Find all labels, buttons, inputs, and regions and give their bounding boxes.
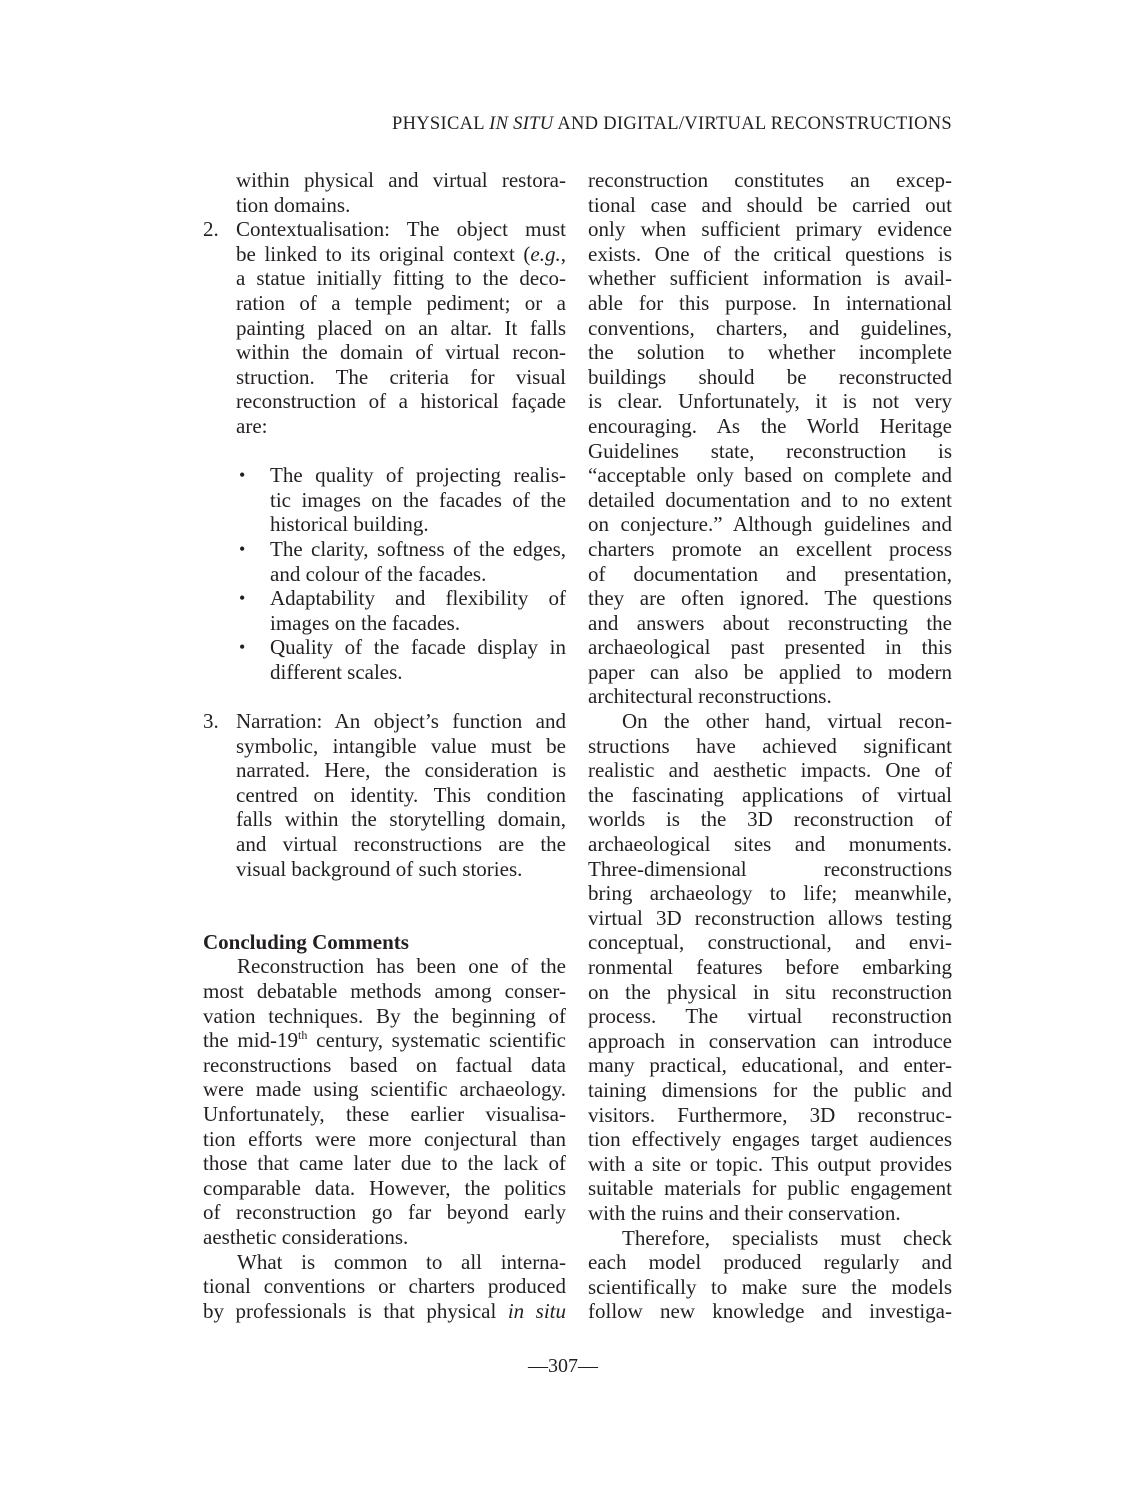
text-line: those that came later due to the lack of	[203, 1151, 566, 1176]
paragraph	[588, 709, 952, 1225]
text-line-content: by professionals is that physical	[203, 1298, 508, 1323]
running-head-italic: IN SITU	[489, 114, 554, 134]
running-head-part: PHYSICAL	[392, 114, 490, 134]
text-line: the solution to whether incomplete	[588, 340, 952, 365]
text-line: charters promote an excellent process	[588, 536, 952, 561]
text-line: worlds is the 3D reconstruction of	[588, 807, 952, 832]
text-line: are:	[236, 413, 268, 438]
bullet-icon: •	[239, 588, 246, 609]
text-line	[203, 709, 566, 734]
text-line: exists. One of the critical questions is	[588, 241, 952, 266]
spacer	[203, 684, 566, 709]
text-line: reconstruction constitutes an excep-	[588, 168, 952, 192]
text-line: archaeological sites and monuments.	[588, 832, 952, 857]
page-number: —307—	[528, 1355, 598, 1377]
bullet-item	[203, 586, 566, 635]
text-line: painting placed on an altar. It falls	[236, 315, 566, 340]
text-line: process. The virtual reconstruction	[588, 1004, 952, 1029]
text-line: images on the facades.	[270, 610, 461, 635]
text-line: buildings should be reconstructed	[588, 364, 952, 389]
text-line: the fascinating applications of virtual	[588, 782, 952, 807]
text-line: of reconstruction go far beyond early	[203, 1200, 566, 1225]
paragraph	[588, 168, 952, 709]
text-line: they are often ignored. The questions	[588, 586, 952, 611]
text-line: Unfortunately, these earlier visualisa-	[203, 1101, 566, 1126]
text-line: aesthetic considerations.	[203, 1224, 409, 1249]
text-line: tion efforts were more conjectural than	[203, 1126, 566, 1151]
text-line: tional conventions or charters produced	[203, 1274, 566, 1299]
text-line: vation techniques. By the beginning of	[203, 1003, 566, 1028]
text-line	[203, 1028, 566, 1053]
text-line: tion domains.	[236, 192, 351, 217]
spacer	[203, 439, 566, 464]
superscript: th	[298, 1028, 308, 1043]
text-line	[203, 242, 566, 267]
text-line-content: The quality of projecting realis-	[270, 463, 566, 488]
bullet-icon: •	[239, 465, 246, 486]
text-line-content: century, systematic scientific	[307, 1028, 567, 1053]
text-line: ronmental features before embarking	[588, 955, 952, 979]
text-line: tic images on the facades of the	[270, 487, 566, 512]
text-line: and answers about reconstructing the	[588, 610, 952, 635]
text-line: Guidelines state, reconstruction is	[588, 438, 952, 463]
list-number: 3.	[203, 709, 219, 734]
text-line: narrated. Here, the consideration is	[236, 758, 566, 783]
bullet-item	[203, 463, 566, 537]
bullet-icon: •	[239, 637, 246, 658]
text-line: taining dimensions for the public and	[588, 1077, 952, 1102]
text-line: follow new knowledge and investiga-	[588, 1299, 952, 1324]
text-line: approach in conservation can introduce	[588, 1028, 952, 1053]
text-line-content: Contextualisation: The object must	[236, 217, 566, 242]
text-line	[203, 217, 566, 242]
text-line: On the other hand, virtual recon-	[622, 709, 952, 734]
text-line: visual background of such stories.	[236, 856, 523, 881]
text-line	[203, 537, 566, 562]
text-line-content: Narration: An object’s function and	[236, 709, 566, 734]
text-line-content: The clarity, softness of the edges,	[270, 536, 566, 561]
text-line: Therefore, specialists must check	[622, 1225, 952, 1250]
text-line: symbolic, intangible value must be	[236, 733, 566, 758]
text-line-content: the mid-19	[203, 1028, 299, 1053]
text-line: Three-dimensional reconstructions	[588, 856, 952, 881]
text-line: realistic and aesthetic impacts. One of	[588, 758, 952, 783]
paragraph	[203, 1250, 566, 1324]
text-line: within the domain of virtual recon-	[236, 340, 566, 365]
text-line: of documentation and presentation,	[588, 561, 952, 586]
text-line: within physical and virtual restora-	[236, 168, 566, 192]
text-line: and virtual reconstructions are the	[236, 832, 566, 857]
list-item-3	[203, 709, 566, 881]
text-line-content: ,	[560, 241, 566, 266]
text-line: What is common to all interna-	[237, 1249, 566, 1274]
text-line: each model produced regularly and	[588, 1250, 952, 1275]
text-line: reconstructions based on factual data	[203, 1052, 566, 1077]
text-line: with the ruins and their conservation.	[588, 1200, 901, 1225]
italic-in-situ: in situ	[507, 1298, 566, 1323]
text-line-content: be linked to its original context (	[236, 241, 531, 266]
text-line: many practical, educational, and enter-	[588, 1053, 952, 1078]
spacer	[203, 881, 566, 906]
text-line: on conjecture.” Although guidelines and	[588, 512, 952, 537]
text-line: suitable materials for public engagement	[588, 1176, 952, 1201]
text-line: with a site or topic. This output provides	[588, 1151, 952, 1176]
text-line: different scales.	[270, 659, 403, 684]
text-line: struction. The criteria for visual	[236, 364, 566, 389]
text-line: only when sufficient primary evidence	[588, 217, 952, 242]
list-number: 2.	[203, 217, 219, 242]
bullet-list	[203, 463, 566, 684]
text-line	[203, 586, 566, 611]
text-line: encouraging. As the World Heritage	[588, 413, 952, 438]
text-line: tion effectively engages target audiences	[588, 1127, 952, 1152]
text-line-content: Adaptability and flexibility of	[270, 586, 566, 611]
text-line: structions have achieved significant	[588, 733, 952, 758]
text-line	[203, 635, 566, 660]
bullet-item	[203, 635, 566, 684]
text-line	[203, 1299, 566, 1324]
text-line: architectural reconstructions.	[588, 684, 832, 709]
text-line: on the physical in situ reconstruction	[588, 979, 952, 1004]
text-line: able for this purpose. In international	[588, 290, 952, 315]
text-line: bring archaeology to life; meanwhile,	[588, 881, 952, 906]
text-line: and colour of the facades.	[270, 561, 487, 586]
text-line: historical building.	[270, 512, 429, 537]
text-line: centred on identity. This condition	[236, 782, 566, 807]
running-head	[380, 114, 952, 135]
text-line: comparable data. However, the politics	[203, 1175, 566, 1200]
text-line: detailed documentation and to no extent	[588, 487, 952, 512]
text-line: were made using scientific archaeology.	[203, 1077, 566, 1102]
paragraph	[203, 954, 566, 1249]
right-column	[588, 168, 952, 1324]
text-line: ration of a temple pediment; or a	[236, 290, 566, 315]
text-line: “acceptable only based on complete and	[588, 463, 952, 488]
text-line: reconstruction of a historical façade	[236, 389, 566, 414]
text-line: scientifically to make sure the models	[588, 1274, 952, 1299]
bullet-item	[203, 537, 566, 586]
text-line: archaeological past presented in this	[588, 635, 952, 660]
text-line: falls within the storytelling domain,	[236, 807, 566, 832]
spacer	[203, 906, 566, 918]
text-line: a statue initially fitting to the deco-	[236, 266, 566, 291]
text-line: paper can also be applied to modern	[588, 659, 952, 684]
left-column	[203, 168, 566, 1323]
section-heading: Concluding Comments	[203, 929, 409, 954]
bullet-icon: •	[239, 538, 246, 559]
text-line: most debatable methods among conser-	[203, 979, 566, 1003]
text-line: Reconstruction has been one of the	[237, 954, 566, 979]
text-line: tional case and should be carried out	[588, 192, 952, 217]
text-line	[203, 463, 566, 488]
text-line: visitors. Furthermore, 3D reconstruc-	[588, 1102, 952, 1127]
italic-eg: e.g.	[530, 241, 561, 266]
text-line: whether sufficient information is avail-	[588, 266, 952, 291]
running-head-part: AND DIGITAL/VIRTUAL RECONSTRUCTIONS	[553, 114, 952, 134]
text-line: virtual 3D reconstruction allows testing	[588, 905, 952, 930]
text-line: conceptual, constructional, and envi-	[588, 930, 952, 955]
text-line: conventions, charters, and guidelines,	[588, 315, 952, 340]
list-item-2	[203, 217, 566, 438]
text-line-content: Quality of the facade display in	[270, 635, 566, 660]
paragraph	[588, 1226, 952, 1324]
spacer	[203, 918, 566, 930]
text-line: is clear. Unfortunately, it is not very	[588, 389, 952, 414]
